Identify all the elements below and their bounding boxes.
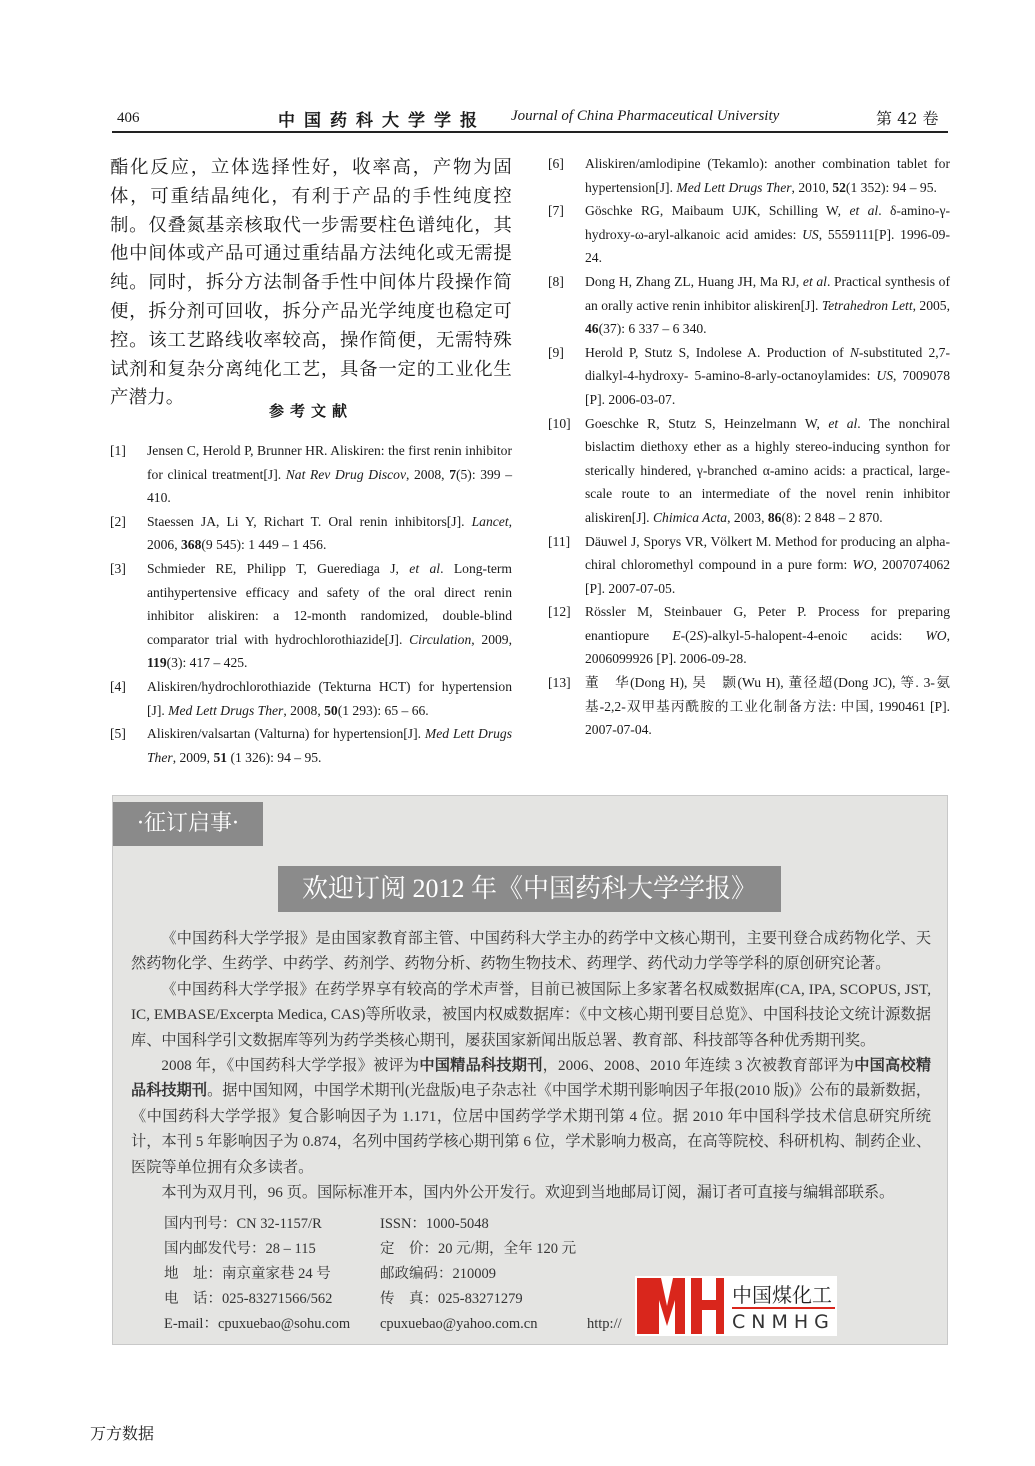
info-cell[interactable]: cpuxuebao@yahoo.com.cn <box>380 1316 538 1332</box>
reference-number: [2] <box>110 513 126 529</box>
text-segment: , 2010, <box>791 179 833 195</box>
info-cell: 邮政编码：210009 <box>380 1266 496 1282</box>
info-cell: ISSN：1000-5048 <box>380 1216 489 1232</box>
reference-item <box>548 530 950 601</box>
reference-number: [10] <box>548 415 571 431</box>
bold-text: 7 <box>449 466 456 482</box>
text-segment: Aliskiren/hydrochlorothiazide (Tekturna HCT) for hypertension [J]. <box>147 678 512 718</box>
italic-text: Tetrahedron Lett <box>821 297 913 313</box>
journal-title-cn: 中国药科大学学报 <box>278 111 486 131</box>
info-row <box>164 1287 622 1312</box>
italic-text: et al <box>409 560 441 576</box>
references-right-column <box>548 152 950 742</box>
reference-text <box>585 152 950 199</box>
italic-text: et al <box>802 273 827 289</box>
text-segment: , 2009, <box>471 631 512 647</box>
text-segment: (3): 417 – 425. <box>166 655 248 671</box>
page-number: 406 <box>117 110 140 126</box>
text-segment: , 2008, <box>406 466 450 482</box>
bold-text: 119 <box>147 655 167 671</box>
notice-paragraph <box>131 1053 931 1180</box>
info-cell[interactable]: E-mail：cpuxuebao@sohu.com <box>164 1316 351 1332</box>
text-segment: , 5559111[P]. 1996-09-24. <box>585 226 950 266</box>
text-segment: . Long-term antihypertensive efficacy and safety of the oral direct renin inhibitor aliskiren: a 12-month randomized, double-blind comparator trial with hydrochlorothiazide[J]. <box>147 560 512 647</box>
text-segment: 《中国药科大学学报》是由国家教育部主管、中国药科大学主办的药学中文核心期刊，主要刊登合成药物化学、天然药物化学、生药学、中药学、药剂学、药物分析、药物生物技术、药理学、药代动力学等学科的原创研究论著。 <box>131 930 931 973</box>
footer-watermark: 万方数据 <box>90 1424 155 1443</box>
reference-text <box>585 270 950 341</box>
notice-paragraph <box>131 977 931 1053</box>
info-cell: 地 址：南京童家巷 24 号 <box>164 1266 331 1282</box>
notice-tag: ·征订启事· <box>113 802 263 846</box>
text-segment: (1 326): 94 – 95. <box>227 749 322 765</box>
journal-title-en: Journal of China Pharmaceutical University <box>511 108 780 124</box>
text-segment: Dong H, Zhang ZL, Huang JH, Ma RJ, <box>585 273 803 289</box>
italic-text: Med Lett Drugs Ther <box>168 702 284 718</box>
reference-number: [1] <box>110 443 126 458</box>
reference-item <box>548 412 950 530</box>
reference-number: [3] <box>110 560 126 576</box>
bold-text: 86 <box>767 509 782 525</box>
reference-item <box>110 557 512 675</box>
reference-text <box>585 412 950 530</box>
italic-text: E <box>672 627 681 643</box>
text-segment: . δ-amino-γ-hydroxy-ω-aryl-alkanoic acid amides: <box>585 203 950 242</box>
reference-text <box>585 671 950 742</box>
reference-number: [9] <box>548 344 564 360</box>
reference-item <box>110 675 512 722</box>
text-segment: Schmieder RE, Philipp T, Guerediaga J, <box>147 560 410 576</box>
text-segment: Goeschke R, Stutz S, Heinzelmann W, <box>585 415 829 431</box>
italic-text: et al <box>828 415 858 431</box>
header-rule <box>112 131 948 133</box>
text-segment: ，2006、2008、2010 年连续 3 次被教育部评为 <box>542 1057 855 1075</box>
italic-text: WO <box>925 627 947 643</box>
bold-text: 中国高校精品科技期刊 <box>131 1057 932 1100</box>
info-cell: 国内邮发代号：28 – 115 <box>164 1241 316 1257</box>
reference-item <box>548 671 950 742</box>
italic-text: US <box>802 226 819 242</box>
italic-text: N <box>849 344 859 360</box>
text-segment: (8): 2 848 – 2 870. <box>781 509 883 525</box>
text-segment: , 2003, <box>727 509 768 525</box>
text-segment: 《中国药科大学学报》在药学界享有较高的学术声誉，目前已被国际上多家著名权威数据库(CA, IPA, SCOPUS, JST, IC, EMBASE/Excerpta Medica, CAS)等所收录，被国内权威数据库：《中文核心期刊要目总览》、中国科技论文统计源数据库、中国科学引文数据库等列为药学类核心期刊，屡获国家新闻出版总署、教育部、科技部等各种优秀期刊奖。 <box>131 980 931 1049</box>
reference-text <box>585 341 950 412</box>
bold-text: 46 <box>585 321 599 337</box>
italic-text: Chimica Acta <box>652 509 728 525</box>
notice-paragraph <box>131 926 931 977</box>
text-segment: Aliskiren/amlodipine (Tekamlo): another combination tablet for hypertension[J]. <box>585 156 950 195</box>
body-paragraph: 酯化反应，立体选择性好，收率高，产物为固体，可重结晶纯化，有利于产品的手性纯度控制。仅叠氮基亲核取代一步需要柱色谱纯化，其他中间体或产品可通过重结晶方法纯化或无需提纯。同时，拆分方法制备手性中间体片段操作简便，拆分剂可回收，拆分产品光学纯度也稳定可控。该工艺路线收率较高，操作简便，无需特殊试剂和复杂分离纯化工艺，具备一定的工业化生产潜力。 <box>110 157 512 409</box>
info-cell: 传 真：025-83271279 <box>380 1291 523 1307</box>
reference-text <box>585 199 950 270</box>
subscription-notice <box>112 795 948 1345</box>
reference-item <box>548 600 950 671</box>
text-segment: Aliskiren/valsartan (Valturna) for hypertension[J]. <box>147 726 425 742</box>
text-segment: Herold P, Stutz S, Indolese A. Production of <box>585 344 850 360</box>
text-segment: , 2007074062 [P]. 2007-07-05. <box>585 557 950 596</box>
notice-paragraphs <box>131 926 931 1205</box>
reference-item <box>110 510 512 557</box>
bold-text: 52 <box>832 179 846 195</box>
reference-item <box>548 152 950 199</box>
notice-paragraph <box>131 1180 931 1205</box>
text-segment: 本刊为双月刊，96 页。国际标准开本，国内外公开发行。欢迎到当地邮局订阅，漏订者可直接与编辑部联系。 <box>161 1184 895 1202</box>
reference-number: [4] <box>110 678 126 694</box>
italic-text: Med Lett Drugs Ther <box>676 179 792 195</box>
italic-text: Med Lett Drugs Ther <box>147 726 512 765</box>
reference-number: [6] <box>548 156 564 171</box>
italic-text: et al <box>849 203 879 219</box>
cnmhg-logo <box>635 1276 837 1336</box>
logo-text-cn: 中国煤化工 <box>732 1283 832 1307</box>
references-left-column <box>110 439 512 769</box>
text-segment: (1 352): 94 – 95. <box>845 179 937 195</box>
text-segment: (1 293): 65 – 66. <box>337 702 429 718</box>
mh-logo-icon <box>635 1276 725 1336</box>
text-segment: , 2006099926 [P]. 2006-09-28. <box>585 627 950 667</box>
text-segment: , 2008, <box>283 702 325 718</box>
reference-text <box>147 439 512 510</box>
notice-contact-info <box>164 1212 622 1337</box>
text-segment: 。据中国知网，中国学术期刊(光盘版)电子杂志社《中国学术期刊影响因子年报(2010 版)》公布的最新数据，《中国药科大学学报》复合影响因子为 1.171，位居中国药学学术期刊第 4 位。据 2010 年中国科学技术信息研究所统计，本刊 5 年影响因子为 0.874，名列中国药学核心期刊第 6 位，学术影响力极高，在高等院校、科研机构、制药企业、医院等单位拥有众多读者。 <box>131 1082 932 1176</box>
logo-divider <box>732 1307 835 1309</box>
logo-text-en: CNMHG <box>732 1311 835 1333</box>
reference-text <box>147 510 512 557</box>
text-segment: , 7009078 [P]. 2006-03-07. <box>585 368 951 407</box>
reference-number: [7] <box>548 203 564 219</box>
italic-text: Lancet <box>471 513 509 529</box>
text-segment: (5): 399 – 410. <box>147 466 512 506</box>
info-row <box>164 1262 622 1287</box>
reference-number: [12] <box>548 604 571 620</box>
text-segment: 2008 年，《中国药科大学学报》被评为 <box>161 1057 420 1075</box>
reference-number: [11] <box>548 533 571 549</box>
text-segment: , 2005, <box>912 297 950 313</box>
reference-item <box>548 199 950 270</box>
text-segment: Däuwel J, Sporys VR, Völkert M. Method for producing an alpha-chiral chloromethyl compound in a pure form: <box>585 533 950 573</box>
references-heading: 参考文献 <box>268 402 353 420</box>
italic-text: Circulation <box>409 631 472 647</box>
text-segment: -substituted 2,7-dialkyl-4-hydroxy- 5-amino-8-arly-octanoylamides: <box>585 344 950 384</box>
info-row <box>164 1212 622 1237</box>
reference-text <box>585 530 950 601</box>
text-segment: (9 545): 1 449 – 1 456. <box>201 537 327 553</box>
bold-text: 368 <box>180 537 202 553</box>
text-segment: , 2006, <box>147 513 512 553</box>
info-row <box>164 1237 622 1262</box>
text-segment: Rössler M, Steinbauer G, Peter P. Process for preparing enantiopure <box>585 604 950 643</box>
italic-text: S <box>696 627 704 643</box>
notice-banner: 欢迎订阅 2012 年《中国药科大学学报》 <box>278 866 781 912</box>
bold-text: 50 <box>324 702 338 718</box>
info-row <box>164 1312 622 1337</box>
reference-item <box>548 270 950 341</box>
reference-text <box>147 675 512 722</box>
text-segment: . Practical synthesis of an orally active renin inhibitor aliskiren[J]. <box>585 273 950 313</box>
text-segment: , 2009, <box>172 749 214 765</box>
text-segment: 董 华(Dong H), 吴 颢(Wu H), 董径超(Dong JC), 等. 3-氨基-2,2-双甲基丙酰胺的工业化制备方法: 中国, 1990461 [P]. 2007-07-04. <box>585 675 950 738</box>
bold-text: 51 <box>213 749 228 765</box>
reference-number: [13] <box>548 675 571 691</box>
reference-text <box>147 722 512 769</box>
reference-text <box>585 600 950 671</box>
text-segment: )-alkyl-5-halopent-4-enoic acids: <box>703 627 926 643</box>
reference-number: [5] <box>110 726 126 742</box>
reference-text <box>147 557 512 675</box>
italic-text: US <box>876 368 894 384</box>
italic-text: WO <box>852 557 874 573</box>
text-segment: Göschke RG, Maibaum UJK, Schilling W, <box>585 203 850 219</box>
reference-item <box>110 722 512 769</box>
reference-number: [8] <box>548 273 564 289</box>
text-segment: -(2 <box>680 627 697 643</box>
info-cell: 电 话：025-83271566/562 <box>164 1291 333 1307</box>
text-segment: (37): 6 337 – 6 340. <box>598 321 707 337</box>
text-segment: . The nonchiral bislactim diethoxy ether as a highly stereo-inducing synthon for sterically hindered, γ-branched α-amino acids: a practical, large-scale route to an intermediate of the novel renin inhibitor aliskiren[J]. <box>585 415 950 525</box>
volume-label: 第 42 卷 <box>876 109 939 128</box>
bold-text: 中国精品科技期刊 <box>419 1057 543 1075</box>
italic-text: Nat Rev Drug Discov <box>285 466 406 482</box>
info-cell: 国内刊号：CN 32-1157/R <box>164 1216 322 1232</box>
text-segment: Jensen C, Herold P, Brunner HR. Aliskiren: the first renin inhibitor for clinical treatment[J]. <box>147 443 512 482</box>
reference-item <box>110 439 512 510</box>
info-cell[interactable]: http:// <box>587 1316 622 1332</box>
info-cell: 定 价：20 元/期，全年 120 元 <box>380 1241 577 1257</box>
reference-item <box>548 341 950 412</box>
text-segment: Staessen JA, Li Y, Richart T. Oral renin inhibitors[J]. <box>147 513 472 529</box>
